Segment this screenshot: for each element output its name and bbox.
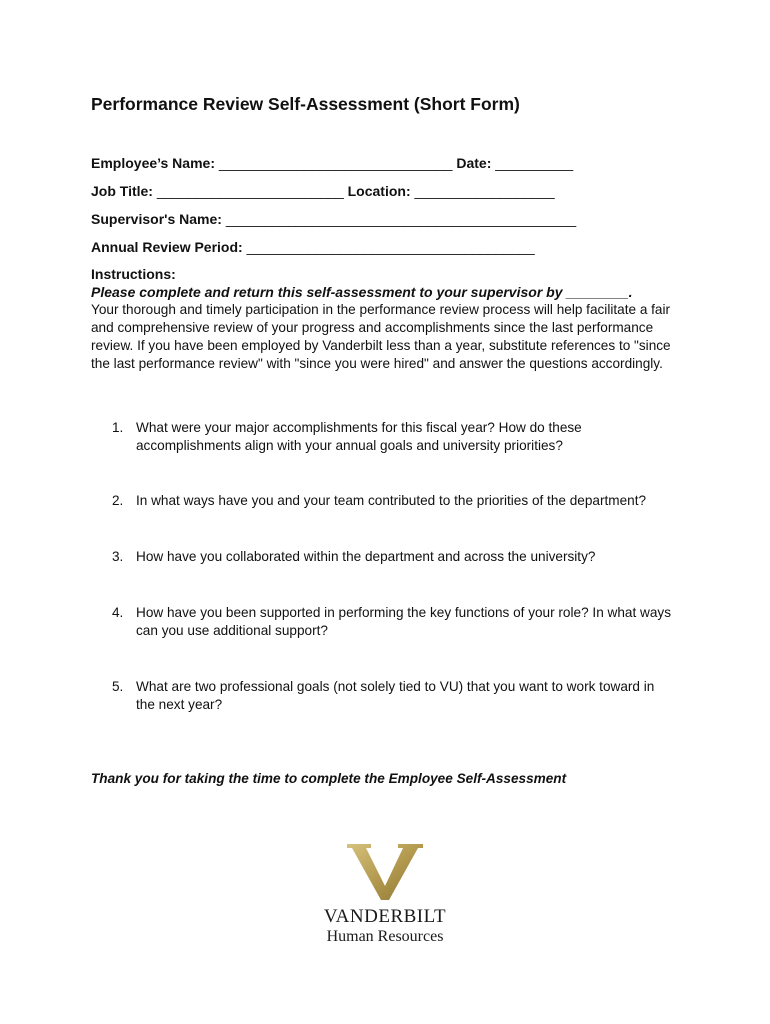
question-number: 4. — [112, 605, 124, 620]
job-title-blank[interactable]: ________________________ — [156, 183, 344, 199]
question-text: In what ways have you and your team contributed to the priorities of the department? — [136, 493, 647, 508]
vanderbilt-logo — [310, 842, 460, 952]
question-item — [112, 419, 672, 455]
location-blank[interactable]: __________________ — [414, 183, 555, 199]
question-number: 2. — [112, 493, 124, 508]
review-period-row — [91, 239, 535, 255]
closing-note: Thank you for taking the time to complete the Employee Self-Assessment — [91, 771, 567, 786]
supervisor-label: Supervisor's Name: — [91, 211, 222, 227]
review-period-label: Annual Review Period: — [91, 239, 243, 255]
question-number: 1. — [112, 420, 124, 435]
supervisor-blank[interactable]: _____________________________________________ — [225, 211, 577, 227]
job-title-row — [91, 183, 555, 199]
logo-unit-text: Human Resources — [326, 928, 444, 945]
question-item — [112, 492, 672, 510]
supervisor-row — [91, 211, 576, 227]
date-blank[interactable]: __________ — [495, 155, 574, 171]
employee-name-blank[interactable]: ______________________________ — [218, 155, 453, 171]
vanderbilt-v-icon — [347, 842, 423, 902]
location-label: Location: — [347, 183, 411, 199]
review-period-blank[interactable]: _____________________________________ — [246, 239, 535, 255]
job-title-label: Job Title: — [91, 183, 153, 199]
document-title: Performance Review Self-Assessment (Short Form) — [91, 94, 520, 114]
instructions-deadline: Please complete and return this self-assessment to your supervisor by ________. — [91, 284, 633, 300]
instructions-body: Your thorough and timely participation in the performance review process will help facilitate a fair and comprehensive review of your progress and accomplishments since the last performance review. If you have been employed by Vanderbilt less than a year, substitute references to "since the last performance review" with "since you were hired" and answer the questions accordingly. — [91, 302, 671, 371]
employee-name-label: Employee’s Name: — [91, 155, 215, 171]
question-text: How have you collaborated within the department and across the university? — [136, 549, 596, 564]
question-item — [112, 604, 672, 640]
question-text: What were your major accomplishments for this fiscal year? How do these accomplishments align with your annual goals and university priorities? — [136, 420, 582, 453]
date-label: Date: — [456, 155, 492, 171]
question-number: 3. — [112, 549, 124, 564]
question-text: What are two professional goals (not solely tied to VU) that you want to work toward in the next year? — [136, 679, 655, 712]
question-item — [112, 548, 672, 566]
instructions-heading: Instructions: — [91, 266, 176, 282]
question-text: How have you been supported in performing the key functions of your role? In what ways can you use additional support? — [136, 605, 671, 638]
logo-brand-text: VANDERBILT — [323, 906, 447, 927]
question-item — [112, 678, 672, 714]
question-number: 5. — [112, 679, 124, 694]
employee-name-row — [91, 155, 573, 171]
